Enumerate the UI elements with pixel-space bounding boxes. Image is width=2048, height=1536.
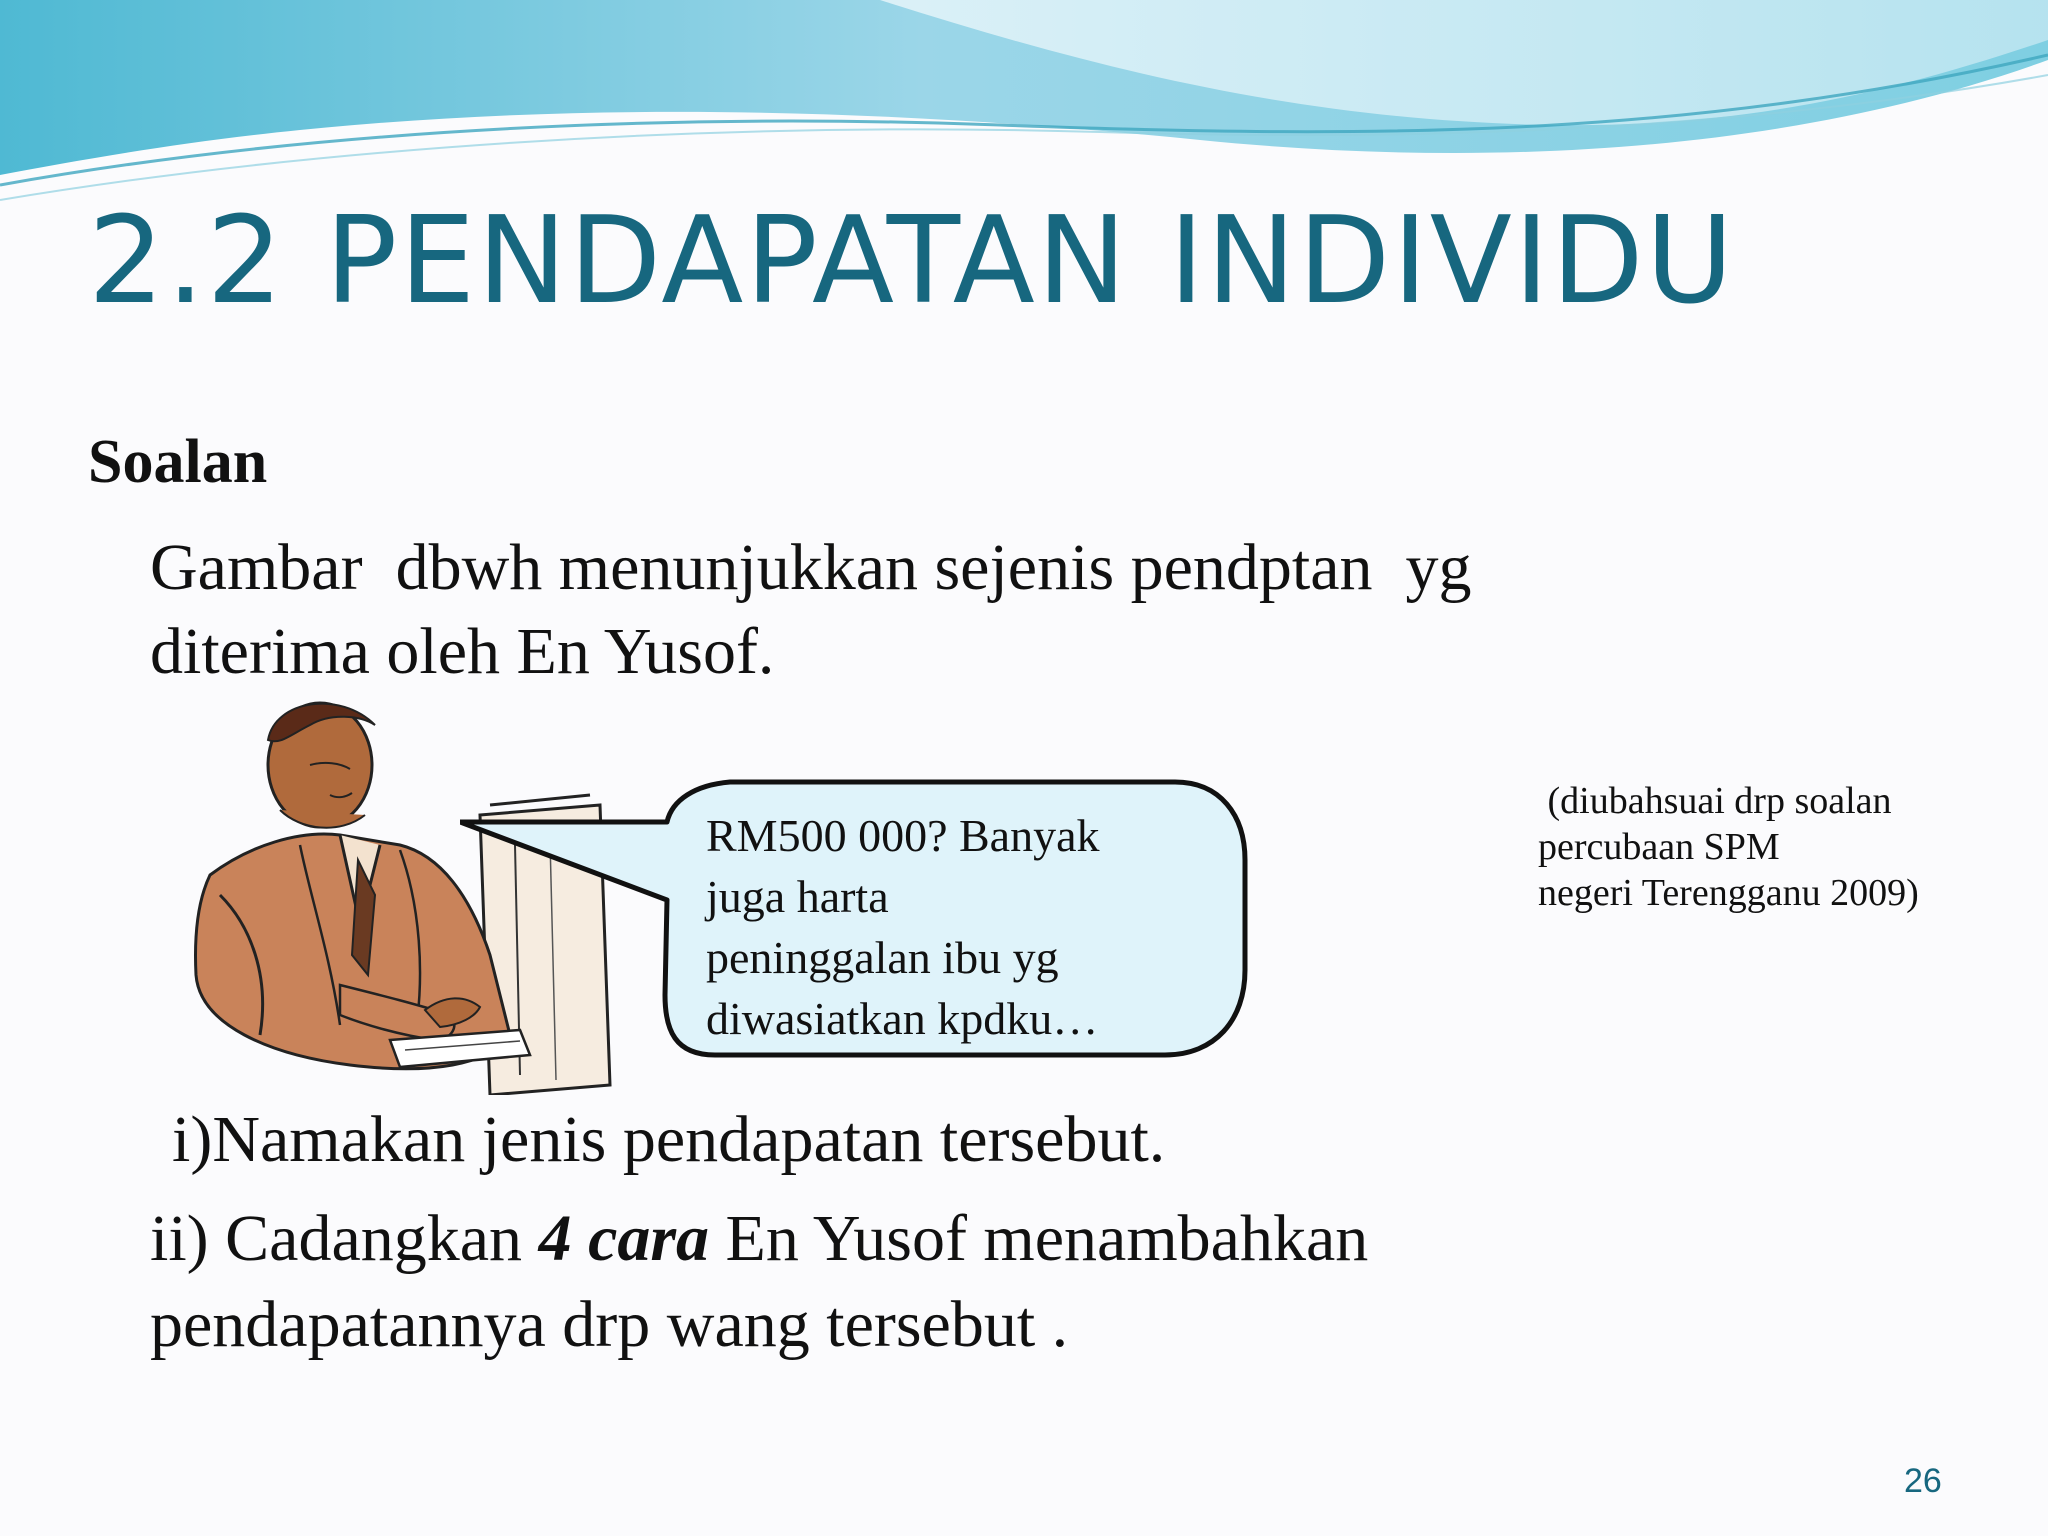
slide-title: 2.2 PENDAPATAN INDIVIDU: [88, 192, 1736, 331]
question-2-suffix: En Yusof menambahkan: [709, 1202, 1369, 1275]
source-line: percubaan SPM: [1538, 826, 1780, 868]
bubble-line: juga harta: [706, 871, 889, 922]
section-heading: Soalan: [88, 428, 268, 496]
source-line: (diubahsuai drp soalan: [1538, 780, 1892, 822]
page-number: 26: [1904, 1462, 1942, 1500]
question-1: i)Namakan jenis pendapatan tersebut.: [172, 1103, 1166, 1176]
speech-bubble-text: [706, 805, 1226, 1049]
source-note: [1538, 778, 2018, 916]
bubble-line: peninggalan ibu yg: [706, 932, 1059, 983]
bubble-line: diwasiatkan kpdku…: [706, 993, 1099, 1044]
question-2: [150, 1196, 1850, 1368]
question-2-emphasis: 4 cara: [538, 1202, 710, 1275]
question-2-line-1: [150, 1196, 1850, 1282]
intro-line: Gambar dbwh menunjukkan sejenis pendptan yg: [150, 531, 1472, 604]
bubble-line: RM500 000? Banyak: [706, 810, 1100, 861]
intro-text: [150, 526, 1750, 694]
intro-line: diterima oleh En Yusof.: [150, 615, 775, 688]
question-2-line-2: pendapatannya drp wang tersebut .: [150, 1288, 1069, 1361]
source-line: negeri Terengganu 2009): [1538, 872, 1919, 914]
question-2-prefix: ii) Cadangkan: [150, 1202, 539, 1275]
